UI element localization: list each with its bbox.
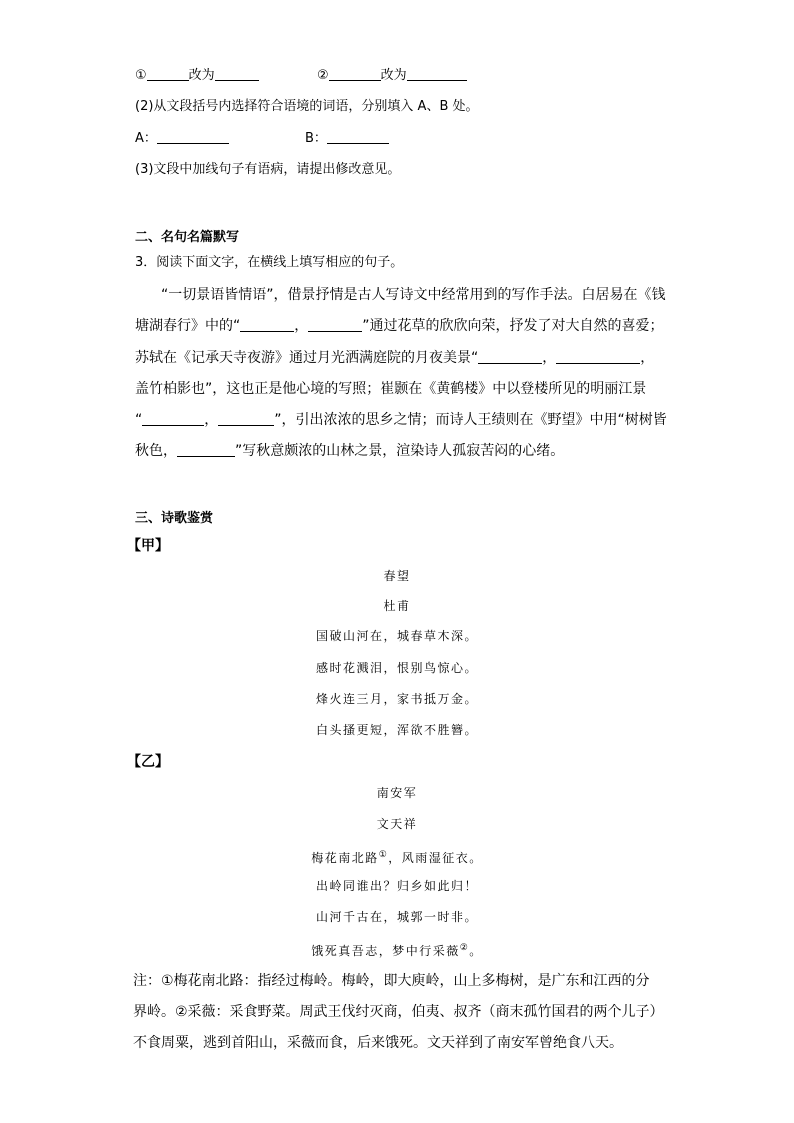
poem2-line-4 — [0, 939, 794, 960]
poem2-text: ，风雨湿征衣。 — [388, 851, 483, 865]
passage-line-1: “一切景语皆情语”，借景抒情是古人写诗文中经常用到的写作手法。白居易在《钱 — [161, 287, 666, 303]
item2-number: ② — [317, 68, 329, 83]
blank-yewang[interactable] — [177, 442, 235, 457]
passage-text: ”写秋意颇浓的山林之景，渲染诗人孤寂苦闷的心绪。 — [235, 443, 565, 459]
poem2-line-3: 山河千古在，城郭一时非。 — [315, 910, 478, 924]
a-label: A： — [135, 131, 157, 146]
blank-item2-revised[interactable] — [407, 66, 467, 81]
blank-chengtian-2[interactable] — [556, 349, 640, 364]
poem1-line-3: 烽火连三月，家书抵万金。 — [315, 692, 478, 706]
footnote-mark-2: ② — [459, 943, 470, 953]
passage-line-3 — [135, 348, 654, 368]
item2-change-label: 改为 — [380, 68, 407, 83]
q1-a-row — [135, 129, 229, 149]
poem1-line-2: 感时花溅泪，恨别鸟惊心。 — [315, 661, 478, 675]
q1-sub3: (3)文段中加线句子有语病，请提出修改意见。 — [135, 162, 401, 177]
blank-item1-revised[interactable] — [215, 66, 259, 81]
poem1-title: 春望 — [383, 569, 411, 583]
blank-qiantang-1[interactable] — [240, 317, 294, 332]
poem1-line-4: 白头搔更短，浑欲不胜簪。 — [315, 723, 478, 737]
poem2-title: 南安军 — [376, 786, 418, 800]
passage-text: 秋色， — [135, 443, 177, 459]
note-line-3: 不食周粟，逃到首阳山，采薇而食，后来饿死。文天祥到了南安军曾绝食八天。 — [133, 1035, 623, 1051]
section3-heading: 三、诗歌鉴赏 — [135, 511, 214, 526]
poem2-text: 。 — [469, 944, 483, 958]
b-label: B： — [305, 131, 327, 146]
comma: ， — [542, 350, 557, 366]
poem2-text: 梅花南北路 — [311, 851, 379, 865]
comma: ， — [294, 318, 309, 334]
item1-change-label: 改为 — [188, 68, 215, 83]
blank-b[interactable] — [327, 129, 389, 144]
poem1-author: 杜甫 — [383, 599, 411, 613]
blank-huanghe-1[interactable] — [142, 411, 204, 426]
q1-item-row — [135, 66, 259, 86]
q3-prompt: 3．阅读下面文字，在横线上填写相应的句子。 — [135, 255, 404, 270]
blank-item1-original[interactable] — [147, 66, 189, 81]
poem2-line-2: 出岭同谁出？归乡如此归！ — [315, 879, 478, 893]
passage-text: 苏轼在《记承天寺夜游》通过月光洒满庭院的月夜美景“ — [135, 350, 479, 366]
comma: ， — [640, 350, 655, 366]
section2-heading: 二、名句名篇默写 — [135, 230, 240, 245]
jia-label: 【甲】 — [127, 538, 169, 554]
yi-label: 【乙】 — [127, 754, 169, 770]
blank-huanghe-2[interactable] — [218, 411, 274, 426]
blank-qiantang-2[interactable] — [308, 317, 362, 332]
passage-text: “ — [135, 412, 143, 428]
passage-text: 塘湖春行》中的“ — [135, 318, 241, 334]
passage-line-4: 盖竹柏影也”，这也正是他心境的写照；崔颢在《黄鹤楼》中以登楼所见的明丽江景 — [135, 381, 647, 397]
q1-sub2: (2)从文段括号内选择符合语境的词语，分别填入 A、B 处。 — [135, 99, 479, 114]
passage-line-6 — [135, 441, 564, 461]
poem2-line-1 — [0, 846, 794, 867]
comma: ， — [204, 412, 219, 428]
passage-line-2 — [135, 316, 664, 336]
note-line-1: 注：①梅花南北路：指经过梅岭。梅岭，即大庾岭，山上多梅树，是广东和江西的分 — [133, 973, 650, 989]
item1-number: ① — [135, 68, 147, 83]
footnote-mark-1: ① — [378, 850, 389, 860]
passage-text: ”，引出浓浓的思乡之情；而诗人王绩则在《野望》中用“树树皆 — [274, 412, 667, 428]
poem2-text: 饿死真吾志，梦中行采薇 — [311, 944, 460, 958]
q1-b-row — [305, 129, 389, 149]
blank-a[interactable] — [157, 129, 229, 144]
blank-chengtian-1[interactable] — [478, 349, 542, 364]
blank-item2-original[interactable] — [329, 66, 381, 81]
poem2-author: 文天祥 — [376, 817, 418, 831]
poem1-line-1: 国破山河在，城春草木深。 — [315, 629, 478, 643]
passage-line-5 — [135, 410, 667, 430]
note-line-2: 界岭。②采薇：采食野菜。周武王伐纣灭商，伯夷、叔齐（商末孤竹国君的两个儿子） — [133, 1004, 664, 1020]
passage-text: ”通过花草的欣欣向荣，抒发了对大自然的喜爱； — [362, 318, 664, 334]
q1-item2-row — [317, 66, 467, 86]
